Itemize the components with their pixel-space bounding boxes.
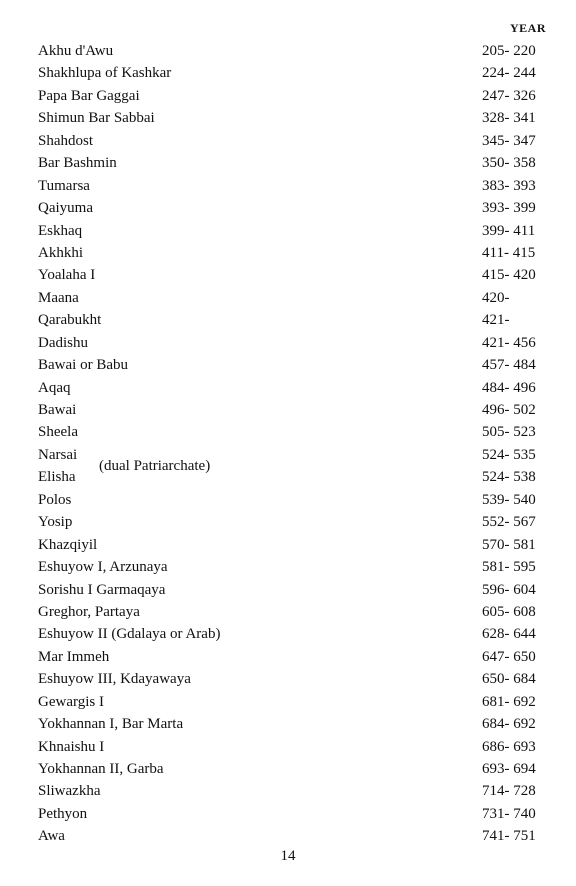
patriarch-years: 628- 644 [482, 626, 536, 643]
patriarch-name: Qarabukht [38, 312, 102, 329]
patriarch-years: 421- [482, 312, 510, 329]
patriarch-years: 205- 220 [482, 43, 536, 59]
list-item [0, 197, 576, 219]
list-item [0, 780, 576, 802]
list-item [0, 175, 576, 197]
list-item [0, 152, 576, 174]
patriarch-name: Sorishu I Garmaqaya [38, 581, 166, 598]
patriarch-years: 524- 535 [482, 446, 536, 463]
patriarch-name: Qaiyuma [38, 200, 93, 217]
patriarch-name: Yokhannan II, Garba [38, 761, 164, 777]
list-item [0, 534, 576, 556]
patriarch-name: Sliwazkha [38, 783, 101, 800]
patriarch-years: 415- 420 [482, 267, 536, 284]
list-item [0, 399, 576, 421]
list-item [0, 354, 576, 376]
patriarch-name: Shakhlupa of Kashkar [38, 65, 172, 82]
patriarch-years: 686- 693 [482, 738, 536, 755]
patriarch-years: 399- 411 [482, 222, 536, 239]
patriarch-name: Khazqiyil [38, 536, 98, 553]
patriarch-name: Eshuyow III, Kdayawaya [38, 671, 191, 688]
list-item [0, 691, 576, 713]
list-item [0, 556, 576, 578]
list-item [0, 107, 576, 129]
list-item [0, 825, 576, 847]
patriarch-name: Narsai [38, 446, 78, 463]
patriarch-name: Bawai or Babu [38, 357, 128, 374]
patriarch-years: 731- 740 [482, 805, 536, 822]
list-item [0, 220, 576, 242]
patriarch-name: Pethyon [38, 805, 88, 822]
list-item [0, 646, 576, 668]
list-item [0, 421, 576, 443]
patriarch-years: 247- 326 [482, 87, 536, 104]
patriarch-years: 496- 502 [482, 402, 536, 418]
patriarch-years: 411- 415 [482, 244, 536, 261]
list-item [0, 287, 576, 309]
patriarch-name: Bar Bashmin [38, 155, 117, 172]
patriarch-name: Yokhannan I, Bar Marta [38, 716, 184, 733]
patriarch-name: Yosip [38, 514, 73, 531]
patriarch-name: Aqaq [38, 379, 71, 396]
patriarch-years: 570- 581 [482, 536, 536, 553]
list-item [0, 623, 576, 645]
patriarch-years: 524- 538 [482, 469, 536, 486]
patriarch-years: 552- 567 [482, 514, 536, 531]
patriarch-years: 457- 484 [482, 357, 536, 374]
patriarch-name: Greghor, Partaya [38, 603, 140, 620]
list-item [0, 511, 576, 533]
list-item [0, 242, 576, 264]
patriarch-years: 539- 540 [482, 491, 536, 508]
patriarch-name: Elisha [38, 469, 76, 486]
list-item [0, 40, 576, 62]
list-item [0, 309, 576, 331]
list-item [0, 444, 576, 466]
patriarch-years: 693- 694 [482, 761, 536, 777]
list-item [0, 758, 576, 780]
patriarch-years: 684- 692 [482, 716, 536, 733]
patriarch-name: Mar Immeh [38, 648, 110, 665]
patriarch-years: 420- [482, 289, 510, 306]
list-item [0, 62, 576, 84]
list-item [0, 377, 576, 399]
patriarch-years: 505- 523 [482, 424, 536, 441]
patriarch-name: Eshuyow II (Gdalaya or Arab) [38, 626, 221, 643]
patriarch-years: 350- 358 [482, 155, 536, 172]
patriarch-name: Papa Bar Gaggai [38, 87, 140, 104]
page-number: 14 [280, 848, 296, 864]
patriarch-name: Shahdost [38, 132, 94, 149]
list-item [0, 466, 576, 488]
patriarch-name: Tumarsa [38, 177, 90, 194]
patriarch-name: Shimun Bar Sabbai [38, 110, 155, 127]
patriarch-name: Akhkhi [38, 244, 83, 261]
patriarch-name: Eshuyow I, Arzunaya [38, 559, 168, 576]
year-column-header: YEAR [510, 21, 547, 35]
patriarch-name: Yoalaha I [38, 267, 96, 284]
list-item [0, 85, 576, 107]
list-item [0, 332, 576, 354]
patriarch-years: 596- 604 [482, 581, 536, 598]
dual-patriarchate-note: (dual Patriarchate) [99, 458, 211, 474]
patriarch-years: 581- 595 [482, 559, 536, 576]
patriarch-name: Polos [38, 491, 72, 508]
patriarch-years: 650- 684 [482, 671, 536, 688]
patriarch-years: 393- 399 [482, 200, 536, 217]
list-item [0, 736, 576, 758]
patriarch-years: 605- 608 [482, 603, 536, 620]
patriarch-years: 484- 496 [482, 379, 536, 396]
list-item [0, 668, 576, 690]
list-item [0, 489, 576, 511]
patriarch-name: Khnaishu I [38, 738, 105, 755]
patriarch-years: 421- 456 [482, 334, 536, 351]
list-item [0, 264, 576, 286]
patriarch-name: Dadishu [38, 334, 88, 351]
list-item [0, 713, 576, 735]
patriarch-years: 224- 244 [482, 65, 536, 82]
patriarch-years: 345- 347 [482, 132, 536, 149]
list-item [0, 601, 576, 623]
list-item [0, 803, 576, 825]
patriarch-name: Eskhaq [38, 222, 83, 239]
patriarch-name: Bawai [38, 402, 77, 418]
patriarch-name: Awa [38, 828, 65, 845]
patriarch-list [0, 40, 576, 848]
patriarch-years: 383- 393 [482, 177, 536, 194]
patriarch-years: 328- 341 [482, 110, 536, 127]
patriarch-years: 714- 728 [482, 783, 536, 800]
patriarch-years: 647- 650 [482, 648, 536, 665]
patriarch-years: 681- 692 [482, 693, 536, 710]
list-item [0, 130, 576, 152]
patriarch-name: Sheela [38, 424, 78, 441]
patriarch-name: Gewargis I [38, 693, 104, 710]
patriarch-years: 741- 751 [482, 828, 536, 845]
patriarch-name: Akhu d'Awu [38, 43, 114, 59]
patriarch-name: Maana [38, 289, 79, 306]
list-item [0, 579, 576, 601]
